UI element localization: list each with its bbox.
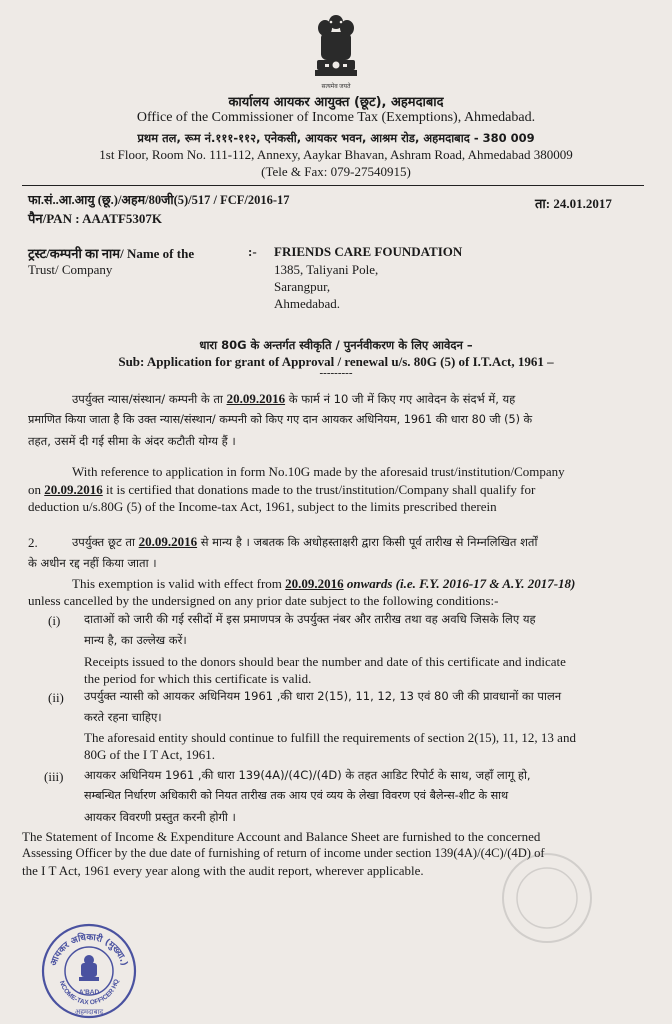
para1-hindi-line2: प्रमाणित किया जाता है कि उक्त न्यास/संस्थान/ कम्पनी को किए गए दान आयकर अधिनियम, 1961 की धारा 80 जी (5) के (28, 413, 533, 426)
tele-fax: (Tele & Fax: 079-27540915) (261, 164, 411, 179)
header-divider (22, 185, 644, 186)
statement-line1: The Statement of Income & Expenditure Account and Balance Sheet are furnished to the concerned (22, 829, 541, 844)
seal-city-code: A'BAD (78, 989, 100, 996)
statement-line3: the I T Act, 1961 every year along with the audit report, wherever applicable. (22, 863, 424, 878)
trust-name: FRIENDS CARE FOUNDATION (274, 244, 463, 259)
para2-fy-ay: (i.e. F.Y. 2016-17 & A.Y. 2017-18) (395, 576, 576, 591)
condition-1-english-line2: the period for which this certificate is valid. (84, 671, 312, 686)
address-hindi: प्रथम तल, रूम नं.१११-११२, एनेकसी, आयकर भवन, आश्रम रोड, अहमदाबाद - 380 009 (137, 131, 535, 145)
para2-english-line1: This exemption is valid with effect from 20.09.2016 onwards (i.e. F.Y. 2016-17 & A.Y. 2017-18) (72, 576, 576, 591)
seal-arc-hindi: आयकर अधिकारी (मुख्या.) (49, 932, 129, 968)
condition-3-hindi-line3: आयकर विवरणी प्रस्तुत करनी होगी । (84, 810, 236, 824)
condition-3-hindi-line2: सम्बन्धित निर्धारण अधिकारी को नियत तारीख तक आय एवं व्यय के लेखा विवरण एवं बैलेन्स-शीट के साथ (84, 789, 509, 802)
condition-1-hindi-line1: दाताओं को जारी की गई रसीदों में इस प्रमाणपत्र के उपर्युक्त नंबर और तारीख तथा वह अवधि जिसके लिए यह (84, 612, 536, 626)
office-title-hindi: कार्यालय आयकर आयुक्त (छूट), अहमदाबाद (228, 95, 444, 110)
para1-hindi-line3: तहत, उसमें दी गई सीमा के अंदर कटौती योग्य हैं । (28, 434, 236, 448)
office-title-english: Office of the Commissioner of Income Tax (Exemptions), Ahmedabad. (136, 110, 536, 125)
address-english: 1st Floor, Room No. 111-112, Annexy, Aaykar Bhavan, Ashram Road, Ahmedabad 380009 (99, 147, 573, 162)
para2-hindi-line1: उपर्युक्त छूट ता 20.09.2016 से मान्य है । जबतक कि अधोहस्ताक्षरी द्वारा किसी पूर्व तारीख से निम्नलिखित शर्तों (72, 534, 538, 549)
trust-address-line3: Ahmedabad. (274, 296, 341, 311)
para2-hindi-date: 20.09.2016 (138, 534, 198, 549)
seal-arc-english: NCOME-TAX OFFICER HQ (57, 978, 121, 1007)
condition-1-english-line1: Receipts issued to the donors should bear the number and date of this certificate and indicate (84, 654, 566, 669)
subject-hindi: धारा 80G के अन्तर्गत स्वीकृति / पुनर्नवीकरण के लिए आवेदन – (199, 338, 473, 352)
pan-label: पैन/PAN : (28, 211, 80, 226)
condition-2-number: (ii) (48, 690, 64, 705)
faint-stamp-icon (492, 848, 602, 948)
statement-line2: Assessing Officer by the due date of furnishing of return of income under section 139(4A)/(4C)/(4D) of (22, 846, 545, 860)
para1-english-line1: With reference to application in form No.10G made by the aforesaid trust/institution/Company (72, 464, 565, 479)
condition-3-hindi-line1: आयकर अधिनियम 1961 ,की धारा 139(4A)/(4C)/(4D) के तहत आडिट रिपोर्ट के साथ, जहाँ लागू हो, (84, 768, 531, 782)
subject-underline: --------- (319, 367, 353, 379)
para1-hindi-date: 20.09.2016 (226, 391, 286, 406)
condition-2-hindi-line1: उपर्युक्त न्यासी को आयकर अधिनियम 1961 ,की धारा 2(15), 11, 12, 13 एवं 80 जी की प्रावधानों का पालन (84, 689, 562, 703)
para2-hindi-line2: के अधीन रद्द नहीं किया जाता । (28, 556, 157, 570)
para1-hindi-line1: उपर्युक्त न्यास/संस्थान/ कम्पनी के ता 20.09.2016 के फार्म नं 10 जी में किए गए आवेदन के संदर्भ में, यह (72, 391, 516, 406)
pan-value: AAATF5307K (82, 211, 163, 226)
official-seal-icon (40, 922, 138, 1020)
seal-city-hindi: अहमदाबाद (74, 1008, 104, 1016)
condition-2-english-line1: The aforesaid entity should continue to fulfill the requirements of section 2(15), 11, 12, 13 and (84, 730, 576, 745)
para1-english-line3: deduction u/s.80G (5) of the Income-tax Act, 1961, subject to the limits prescribed therein (28, 499, 497, 514)
condition-1-number: (i) (48, 613, 61, 628)
trust-label-line1: ट्रस्ट/कम्पनी का नाम/ Name of the (28, 246, 195, 261)
letter-date: ता: 24.01.2017 (535, 196, 612, 211)
file-number: फा.सं..आ.आयु (छू.)/अहम/80जी(5)/517 / FCF/2016-17 (28, 193, 290, 207)
para2-english-date: 20.09.2016 (285, 576, 344, 591)
pan-row (28, 209, 162, 227)
national-emblem-icon (311, 12, 361, 90)
trust-separator: :- (248, 244, 257, 259)
trust-address-line2: Sarangpur, (274, 279, 331, 294)
para1-english-date: 20.09.2016 (44, 482, 103, 497)
condition-2-english-line2: 80G of the I T Act, 1961. (84, 747, 215, 762)
condition-2-hindi-line2: करते रहना चाहिए। (84, 710, 162, 724)
para2-number: 2. (28, 535, 38, 550)
subject-english: Sub: Application for grant of Approval / renewal u/s. 80G (5) of I.T.Act, 1961 – (118, 354, 554, 369)
trust-address-line1: 1385, Taliyani Pole, (274, 262, 379, 277)
para1-english-line2: on 20.09.2016 it is certified that donations made to the trust/institution/Company shall qualify for (28, 482, 536, 497)
trust-label-line2: Trust/ Company (28, 262, 113, 277)
condition-1-hindi-line2: मान्य है, का उल्लेख करें। (84, 633, 187, 647)
emblem-motto: सत्यमेव जयते (321, 84, 351, 90)
para2-english-line2: unless cancelled by the undersigned on any prior date subject to the following conditions:- (28, 593, 499, 608)
condition-3-number: (iii) (44, 769, 64, 784)
